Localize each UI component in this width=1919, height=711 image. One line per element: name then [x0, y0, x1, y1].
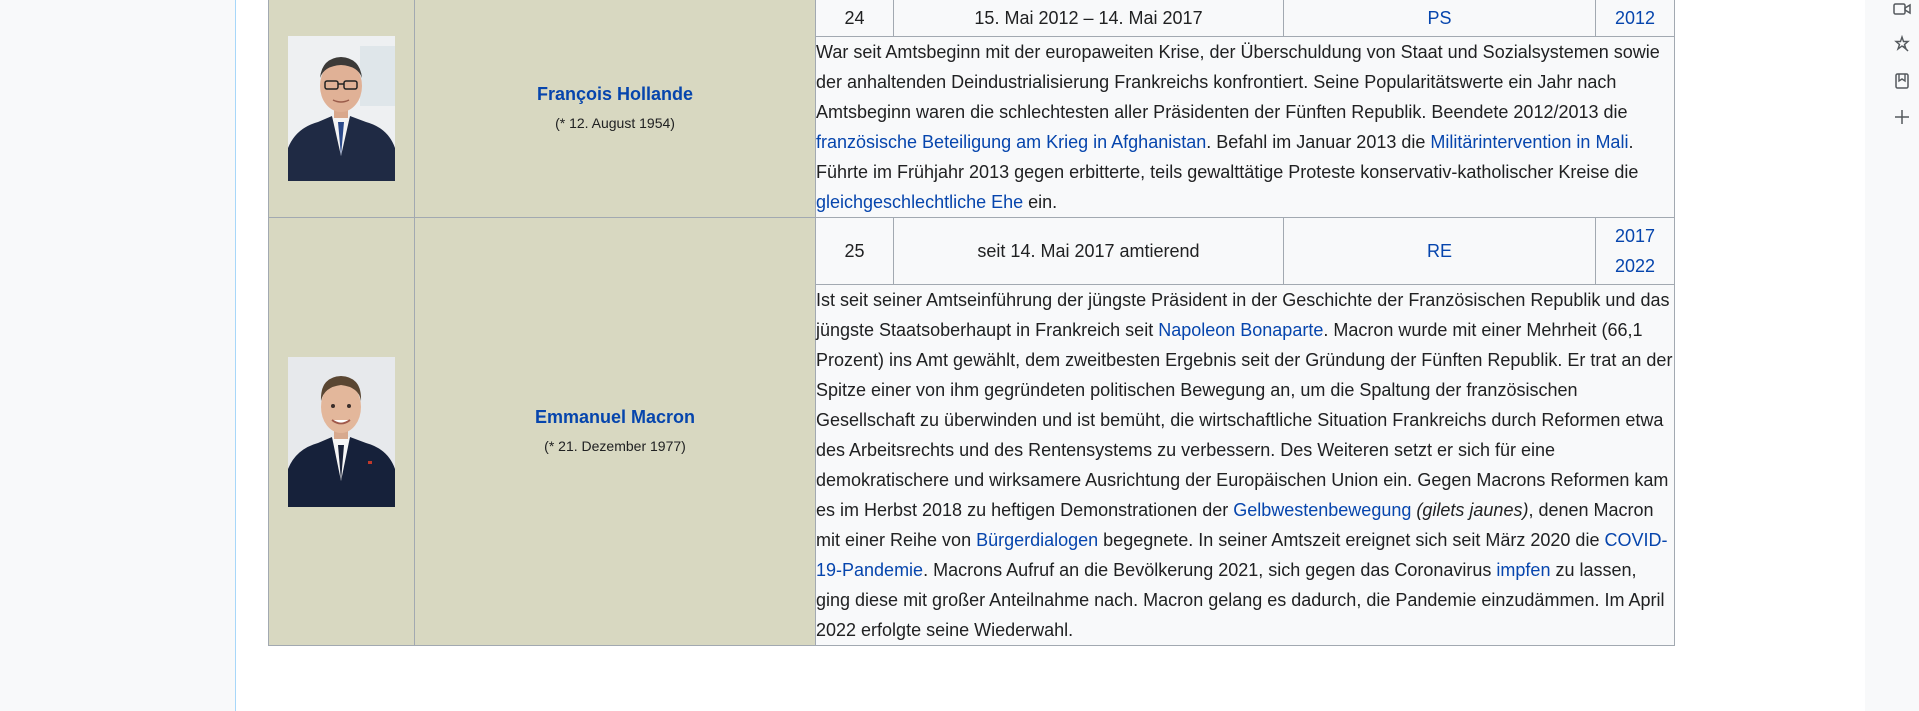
description-text: . Führte im Frühjahr 2013 gegen erbitterte, teils gewalttätige Proteste konservativ-katholischer Kreise die — [816, 132, 1639, 182]
name-cell — [415, 0, 816, 218]
article-content — [235, 0, 1866, 711]
portrait-hollande[interactable] — [288, 36, 395, 181]
inline-wiki-link[interactable]: Napoleon Bonaparte — [1158, 320, 1324, 340]
elections-cell — [1596, 218, 1675, 285]
plus-icon[interactable] — [1893, 108, 1911, 126]
bookmark-icon[interactable] — [1893, 72, 1911, 90]
president-name-link[interactable]: François Hollande — [536, 84, 694, 104]
term-period: seit 14. Mai 2017 amtierend — [894, 218, 1284, 285]
birth-date: (* 21. Dezember 1977) — [544, 438, 686, 454]
video-icon[interactable] — [1893, 0, 1911, 18]
party-cell — [1284, 218, 1596, 285]
party-link[interactable]: RE — [1426, 241, 1452, 261]
wand-icon[interactable] — [1893, 35, 1911, 53]
description-text: . Macrons Aufruf an die Bevölkerung 2021, sich gegen das Coronavirus — [923, 560, 1497, 580]
inline-wiki-link[interactable]: Gelbwestenbewegung — [1233, 500, 1412, 520]
description-text: ein. — [1023, 192, 1058, 212]
party-cell — [1284, 0, 1596, 37]
description-text: (gilets jaunes) — [1416, 500, 1529, 520]
inline-wiki-link[interactable]: COVID-19-Pandemie — [816, 530, 1668, 580]
portrait-cell — [269, 0, 415, 218]
inline-wiki-link[interactable]: französische Beteiligung am Krieg in Afghanistan — [816, 132, 1207, 152]
president-description — [816, 285, 1675, 646]
elections-cell — [1596, 0, 1675, 37]
number-cell: 25 — [816, 218, 894, 285]
description-text: . Befahl im Januar 2013 die — [1206, 132, 1431, 152]
party-link[interactable]: PS — [1427, 8, 1452, 28]
president-name-link[interactable]: Emmanuel Macron — [534, 407, 696, 427]
description-text: Ist seit seiner Amtseinführung der jüngste Präsident in der Geschichte der Französischen Republik und das jüngste Staatsoberhaupt in Frankreich seit — [816, 290, 1670, 340]
election-link[interactable]: 2022 — [1614, 256, 1656, 276]
description-text: . Macron wurde mit einer Mehrheit (66,1 Prozent) ins Amt gewählt, dem zweitbesten Ergebnis seit der Gründung der Fünften Republik. Er trat an der Spitze einer von ihm gegründeten politischen Bewegung an, um die Spaltung der französischen Gesellschaft zu überwinden und ist bemüht, die wirtschaftliche Situation Frankreichs durch Reformen etwa des Arbeitsrechts und des Rentensystems zu verbessern. Des Weiteren setzt er sich für eine demokratischere und wirksamere Ausrichtung der Europäischen Union ein. Gegen Macrons Reformen kam es im Herbst 2018 zu heftigen Demonstrationen der — [816, 320, 1673, 520]
term-period: 15. Mai 2012 – 14. Mai 2017 — [894, 0, 1284, 37]
description-text: begegnete. In seiner Amtszeit ereignet sich seit März 2020 die — [1098, 530, 1605, 550]
description-text: , denen Macron mit einer Reihe von — [816, 500, 1654, 550]
birth-date: (* 12. August 1954) — [555, 115, 675, 131]
page-tools-rail — [1865, 0, 1919, 711]
presidents-table — [268, 0, 1675, 646]
portrait-cell — [269, 218, 415, 646]
inline-wiki-link[interactable]: impfen — [1496, 560, 1551, 580]
portrait-macron[interactable] — [288, 357, 395, 507]
name-cell — [415, 218, 816, 646]
inline-wiki-link[interactable]: Militärintervention in Mali — [1430, 132, 1629, 152]
number-cell: 24 — [816, 0, 894, 37]
table-row — [269, 0, 1675, 37]
election-link[interactable]: 2017 — [1614, 226, 1656, 246]
inline-wiki-link[interactable]: gleichgeschlechtliche Ehe — [816, 192, 1024, 212]
table-row — [269, 218, 1675, 285]
inline-wiki-link[interactable]: Bürgerdialogen — [976, 530, 1099, 550]
president-description — [816, 37, 1675, 218]
description-text: War seit Amtsbeginn mit der europaweiten Krise, der Überschuldung von Staat und Sozialsystemen sowie der anhaltenden Deindustrialisierung Frankreichs konfrontiert. Seine Popularitätswerte ein Jahr nach Amtsbeginn waren die schlechtesten aller Präsidenten der Fünften Republik. Beendete 2012/2013 die — [816, 42, 1660, 122]
election-link[interactable]: 2012 — [1614, 8, 1656, 28]
description-text: zu lassen, ging diese mit großer Anteilnahme nach. Macron gelang es dadurch, die Pandemie einzudämmen. Im April 2022 erfolgte seine Wiederwahl. — [816, 560, 1665, 640]
